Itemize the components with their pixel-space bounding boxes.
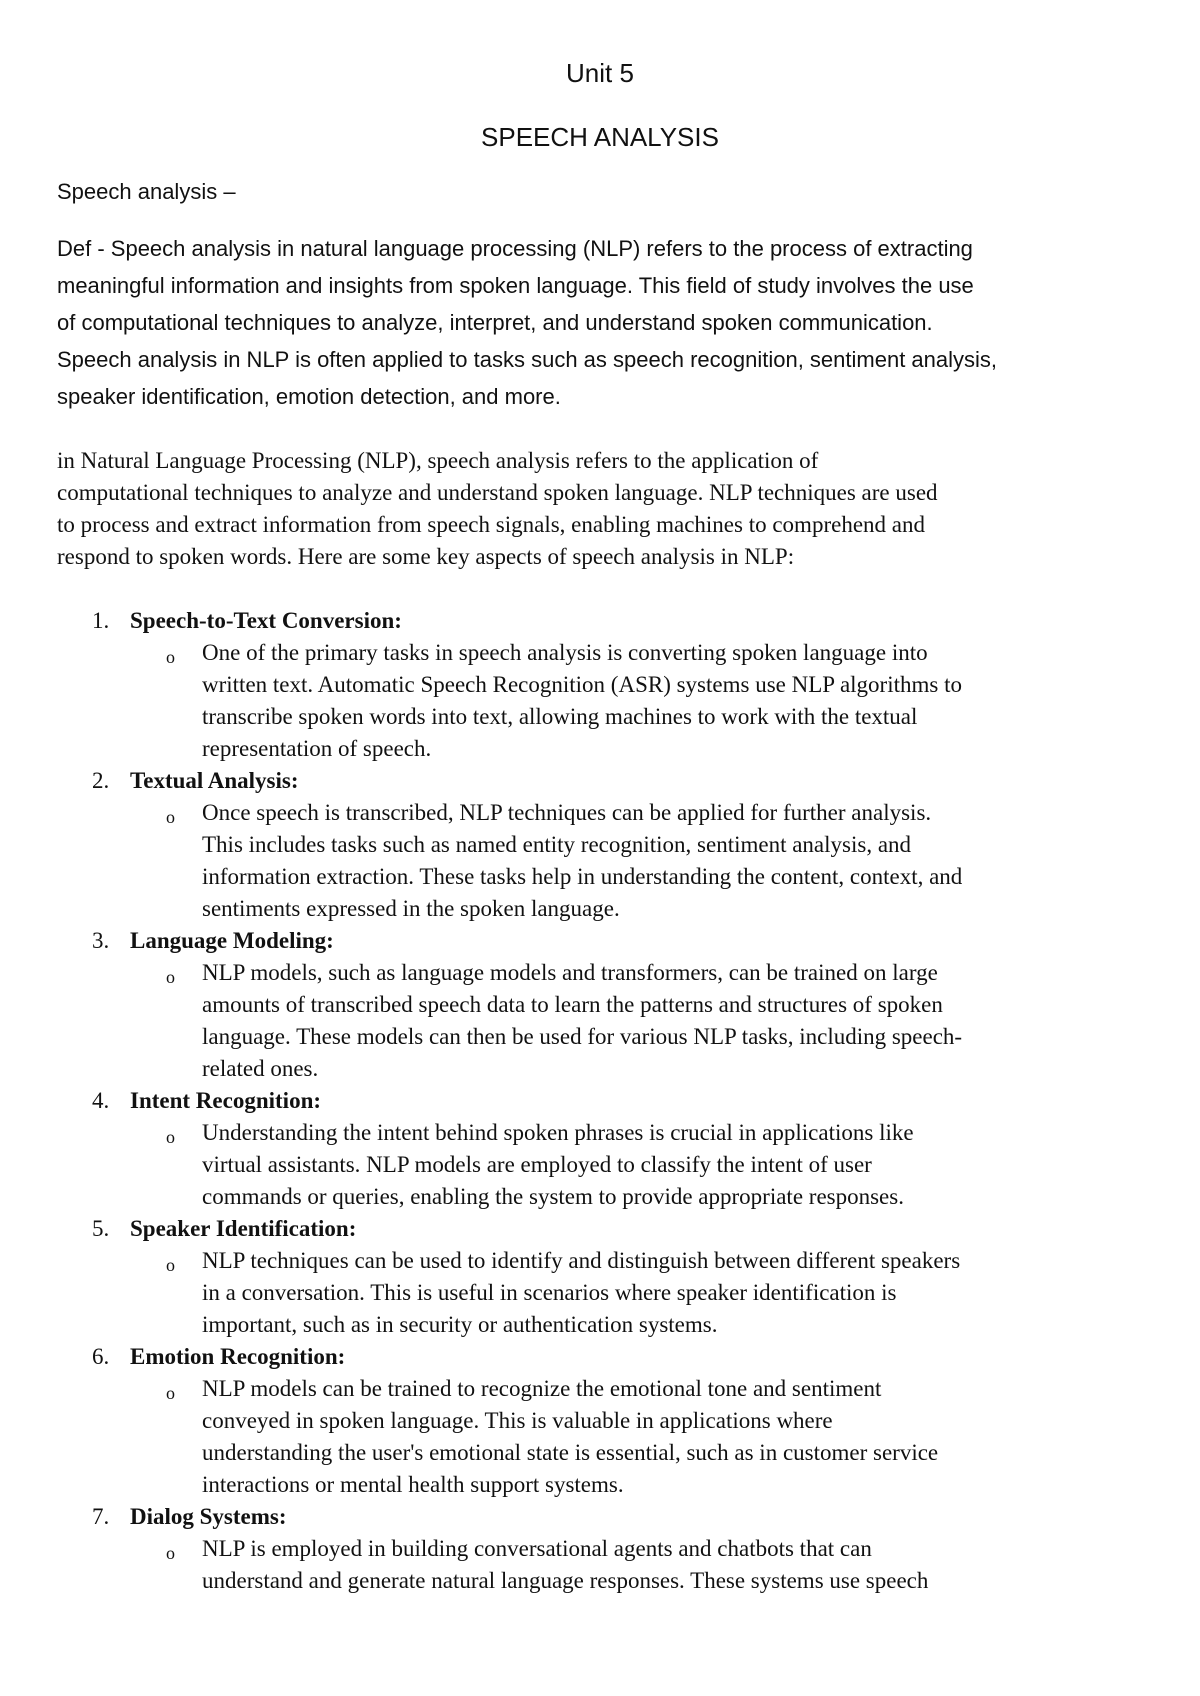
aspect-description <box>0 1373 1200 1501</box>
aspect-text-line: language. These models can then be used for various NLP tasks, including speech- <box>202 1024 963 1049</box>
aspect-text-line: important, such as in security or authentication systems. <box>202 1312 718 1337</box>
aspect-title: Language Modeling: <box>130 928 334 953</box>
circle-bullet-icon: o <box>166 1543 175 1563</box>
aspect-number: 2. <box>92 768 110 793</box>
aspect-text-line: transcribe spoken words into text, allowing machines to work with the textual <box>202 704 918 729</box>
aspect-heading <box>0 605 1200 637</box>
aspect-item <box>0 1085 1200 1213</box>
aspect-text-line: information extraction. These tasks help in understanding the content, context, and <box>202 864 963 889</box>
aspect-number: 3. <box>92 928 110 953</box>
aspect-text-line: understanding the user's emotional state is essential, such as in customer service <box>202 1440 939 1465</box>
unit-heading: Unit 5 <box>566 58 634 88</box>
aspect-number: 6. <box>92 1344 110 1369</box>
aspect-title: Speaker Identification: <box>130 1216 357 1241</box>
aspect-text <box>202 1533 1200 1597</box>
aspect-text-line: in a conversation. This is useful in scenarios where speaker identification is <box>202 1280 897 1305</box>
nlp-paragraph <box>57 445 1147 573</box>
aspect-text-line: written text. Automatic Speech Recognition (ASR) systems use NLP algorithms to <box>202 672 962 697</box>
aspect-text <box>202 797 1200 925</box>
aspect-item <box>0 1213 1200 1341</box>
aspect-text-line: conveyed in spoken language. This is valuable in applications where <box>202 1408 833 1433</box>
aspect-heading <box>0 1501 1200 1533</box>
aspects-list <box>0 605 1200 1597</box>
aspect-text-line: NLP models can be trained to recognize the emotional tone and sentiment <box>202 1376 882 1401</box>
aspect-title: Dialog Systems: <box>130 1504 287 1529</box>
aspect-item <box>0 765 1200 925</box>
aspect-heading <box>0 1085 1200 1117</box>
aspect-description <box>0 1245 1200 1341</box>
intro-label: Speech analysis – <box>57 179 236 204</box>
paragraph-line: respond to spoken words. Here are some key aspects of speech analysis in NLP: <box>57 544 795 569</box>
circle-bullet-icon: o <box>166 1127 175 1147</box>
aspect-text <box>202 637 1200 765</box>
aspect-text-line: This includes tasks such as named entity recognition, sentiment analysis, and <box>202 832 912 857</box>
paragraph-line: Def - Speech analysis in natural language processing (NLP) refers to the process of extracting <box>57 236 973 261</box>
circle-bullet-icon: o <box>166 647 175 667</box>
aspect-text-line: NLP techniques can be used to identify and distinguish between different speakers <box>202 1248 961 1273</box>
aspect-description <box>0 1533 1200 1597</box>
aspect-text-line: Once speech is transcribed, NLP techniques can be applied for further analysis. <box>202 800 932 825</box>
circle-bullet-icon: o <box>166 807 175 827</box>
paragraph-line: to process and extract information from speech signals, enabling machines to comprehend and <box>57 512 925 537</box>
aspect-text-line: commands or queries, enabling the system to provide appropriate responses. <box>202 1184 904 1209</box>
aspect-text-line: virtual assistants. NLP models are employed to classify the intent of user <box>202 1152 872 1177</box>
paragraph-line: in Natural Language Processing (NLP), speech analysis refers to the application of <box>57 448 819 473</box>
paragraph-line: of computational techniques to analyze, interpret, and understand spoken communication. <box>57 310 933 335</box>
aspect-number: 7. <box>92 1504 110 1529</box>
aspect-text <box>202 957 1200 1085</box>
aspect-text-line: representation of speech. <box>202 736 432 761</box>
circle-bullet-icon: o <box>166 1255 175 1275</box>
definition-paragraph <box>57 230 1147 415</box>
aspect-heading <box>0 925 1200 957</box>
paragraph-line: computational techniques to analyze and understand spoken language. NLP techniques are used <box>57 480 938 505</box>
aspect-text-line: understand and generate natural language responses. These systems use speech <box>202 1568 929 1593</box>
paragraph-line: meaningful information and insights from spoken language. This field of study involves the use <box>57 273 974 298</box>
aspect-number: 4. <box>92 1088 110 1113</box>
aspect-text <box>202 1117 1200 1213</box>
aspect-heading <box>0 1213 1200 1245</box>
aspect-description <box>0 797 1200 925</box>
aspect-description <box>0 1117 1200 1213</box>
circle-bullet-icon: o <box>166 967 175 987</box>
paragraph-line: Speech analysis in NLP is often applied to tasks such as speech recognition, sentiment analysis, <box>57 347 998 372</box>
aspect-text-line: amounts of transcribed speech data to learn the patterns and structures of spoken <box>202 992 943 1017</box>
aspect-text-line: NLP is employed in building conversational agents and chatbots that can <box>202 1536 872 1561</box>
circle-bullet-icon: o <box>166 1383 175 1403</box>
aspect-title: Textual Analysis: <box>130 768 299 793</box>
aspect-heading <box>0 765 1200 797</box>
aspect-number: 5. <box>92 1216 110 1241</box>
aspect-description <box>0 957 1200 1085</box>
aspect-text-line: sentiments expressed in the spoken language. <box>202 896 620 921</box>
aspect-text-line: NLP models, such as language models and transformers, can be trained on large <box>202 960 938 985</box>
aspect-text-line: One of the primary tasks in speech analysis is converting spoken language into <box>202 640 928 665</box>
paragraph-line: speaker identification, emotion detection, and more. <box>57 384 561 409</box>
aspect-item <box>0 1341 1200 1501</box>
aspect-text <box>202 1245 1200 1341</box>
aspect-description <box>0 637 1200 765</box>
aspect-text-line: related ones. <box>202 1056 319 1081</box>
aspect-heading <box>0 1341 1200 1373</box>
aspect-title: Emotion Recognition: <box>130 1344 346 1369</box>
aspect-number: 1. <box>92 608 110 633</box>
aspect-title: Intent Recognition: <box>130 1088 322 1113</box>
aspect-title: Speech-to-Text Conversion: <box>130 608 402 633</box>
aspect-item <box>0 1501 1200 1597</box>
aspect-item <box>0 925 1200 1085</box>
aspect-text-line: interactions or mental health support systems. <box>202 1472 624 1497</box>
page-title: SPEECH ANALYSIS <box>481 122 719 152</box>
aspect-text-line: Understanding the intent behind spoken phrases is crucial in applications like <box>202 1120 914 1145</box>
aspect-text <box>202 1373 1200 1501</box>
aspect-item <box>0 605 1200 765</box>
